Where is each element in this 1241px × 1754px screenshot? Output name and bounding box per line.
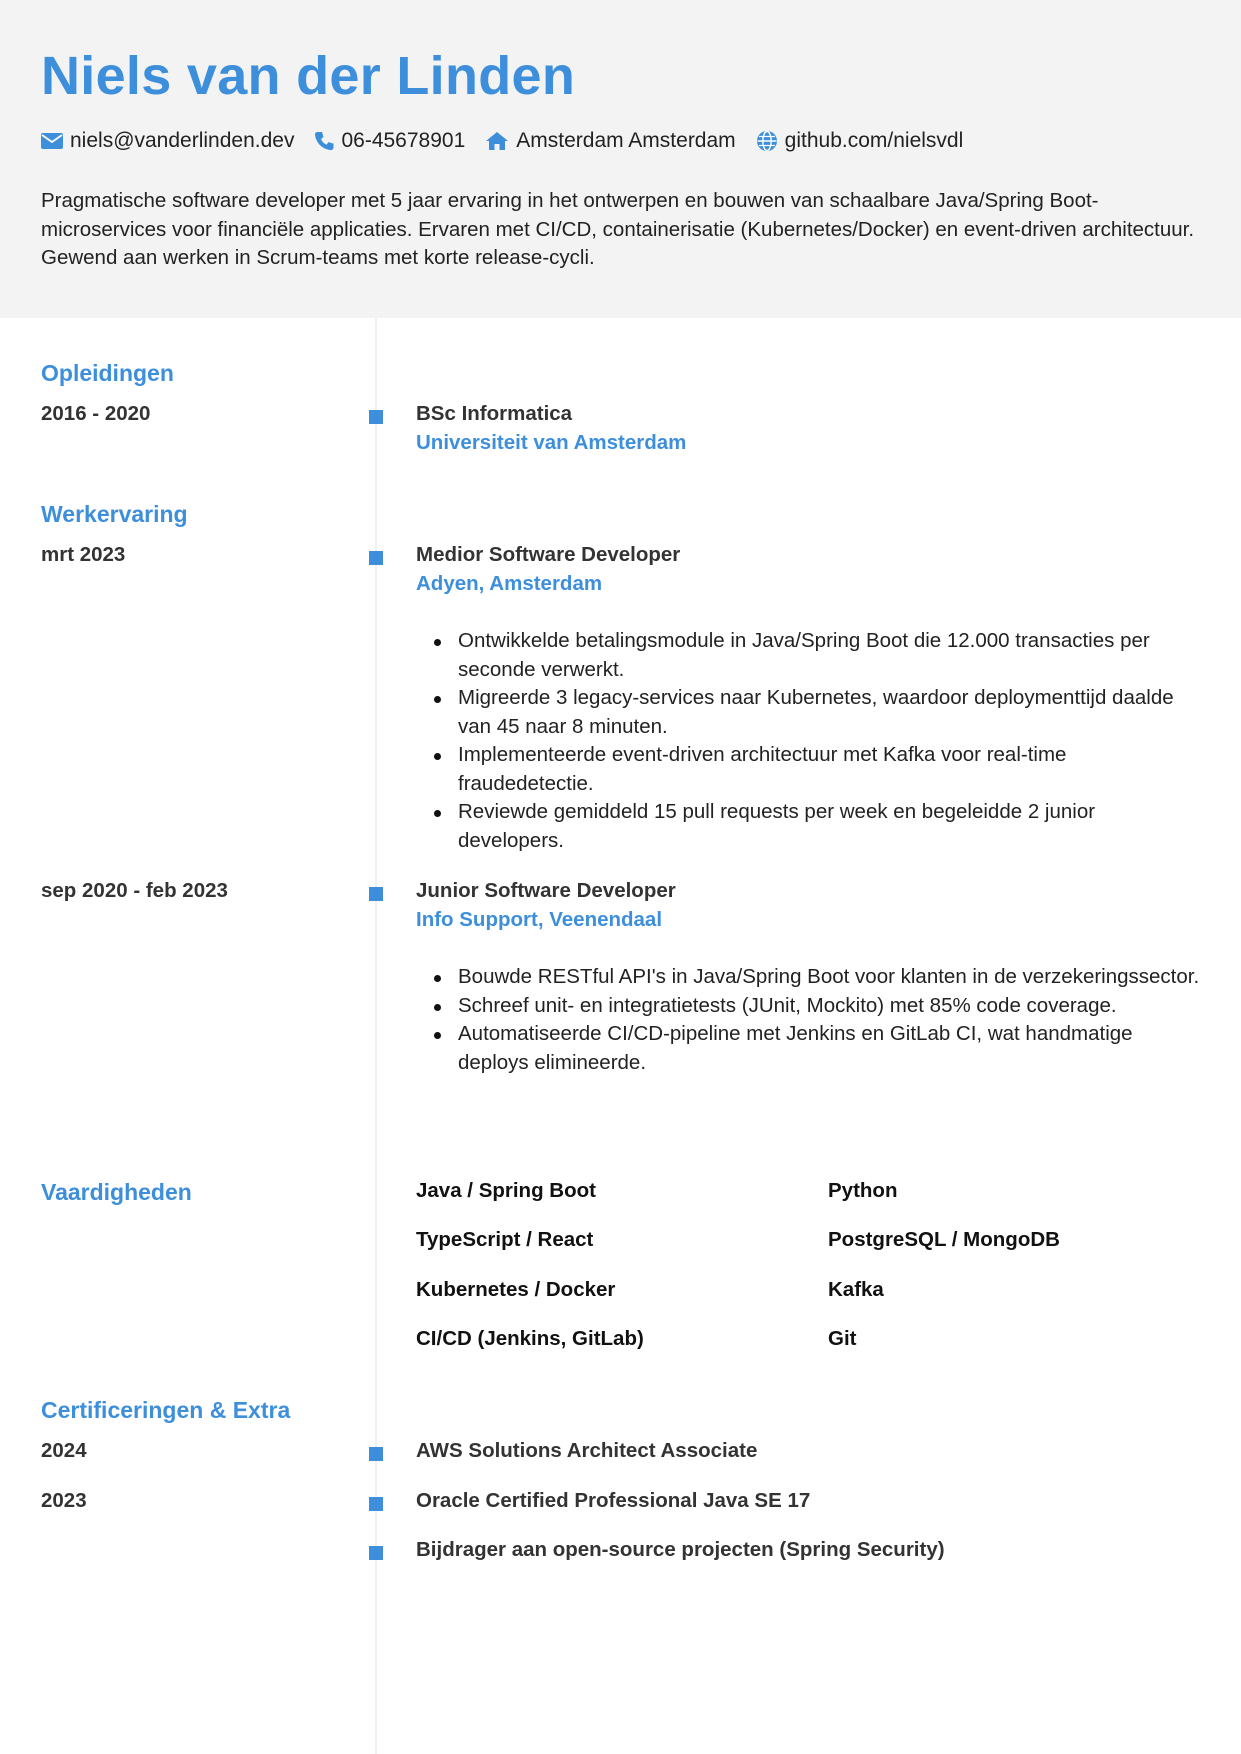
job-title: Junior Software Developer	[416, 879, 676, 902]
timeline-marker	[369, 1497, 383, 1511]
job-achievements-list	[416, 963, 1206, 1077]
section-title-certifications: Certificeringen & Extra	[41, 1397, 291, 1423]
skill-item: Kubernetes / Docker	[416, 1278, 616, 1301]
timeline-divider	[375, 318, 377, 1754]
phone-icon	[314, 131, 334, 151]
skill-item: Java / Spring Boot	[416, 1179, 596, 1202]
education-institution: Universiteit van Amsterdam	[416, 431, 687, 454]
list-item: Reviewde gemiddeld 15 pull requests per week en begeleidde 2 junior developers.	[416, 798, 1206, 855]
profile-summary: Pragmatische software developer met 5 jaar ervaring in het ontwerpen en bouwen van schaalbare Java/Spring Boot-microservices voor financiële applicaties. Ervaren met CI/CD, containerisatie (Kubernetes/Docker) en event-driven architectuur. Gewend aan werken in Scrum-teams met korte release-cycli.	[41, 189, 1195, 269]
list-item: Automatiseerde CI/CD-pipeline met Jenkins en GitLab CI, wat handmatige deploys elimineerde.	[416, 1020, 1206, 1077]
list-item: Schreef unit- en integratietests (JUnit, Mockito) met 85% code coverage.	[416, 992, 1206, 1021]
skill-item: Kafka	[828, 1278, 884, 1301]
contact-location	[485, 129, 735, 153]
header	[0, 0, 1241, 318]
timeline-marker	[369, 887, 383, 901]
website-text: github.com/nielsvdl	[784, 129, 964, 152]
candidate-name: Niels van der Linden	[41, 46, 576, 106]
location-text: Amsterdam Amsterdam	[516, 129, 736, 152]
certification-title: AWS Solutions Architect Associate	[416, 1439, 758, 1462]
section-title-skills: Vaardigheden	[41, 1179, 192, 1205]
phone-text: 06-45678901	[341, 129, 466, 152]
contact-bar	[41, 126, 983, 156]
extra-activity: Bijdrager aan open-source projecten (Spring Security)	[416, 1538, 945, 1561]
globe-icon	[756, 130, 778, 152]
contact-email[interactable]	[41, 129, 294, 153]
job-title: Medior Software Developer	[416, 543, 681, 566]
list-item: Ontwikkelde betalingsmodule in Java/Spring Boot die 12.000 transacties per seconde verwerkt.	[416, 627, 1206, 684]
certification-title: Oracle Certified Professional Java SE 17	[416, 1489, 811, 1512]
job-date: sep 2020 - feb 2023	[41, 879, 228, 902]
list-item: Migreerde 3 legacy-services naar Kubernetes, waardoor deploymenttijd daalde van 45 naar 8 minuten.	[416, 684, 1206, 741]
education-date: 2016 - 2020	[41, 402, 151, 425]
email-text: niels@vanderlinden.dev	[70, 129, 295, 152]
job-company: Info Support, Veenendaal	[416, 908, 663, 931]
skill-item: Python	[828, 1179, 898, 1202]
timeline-marker	[369, 1447, 383, 1461]
skill-item: CI/CD (Jenkins, GitLab)	[416, 1327, 644, 1350]
timeline-marker	[369, 410, 383, 424]
contact-phone[interactable]	[314, 129, 465, 153]
timeline-marker	[369, 1546, 383, 1560]
section-title-experience: Werkervaring	[41, 501, 188, 527]
certification-date: 2024	[41, 1439, 87, 1462]
home-icon	[485, 131, 509, 151]
skill-item: PostgreSQL / MongoDB	[828, 1228, 1060, 1251]
envelope-icon	[41, 133, 63, 149]
job-achievements-list	[416, 627, 1206, 855]
timeline-marker	[369, 551, 383, 565]
job-date: mrt 2023	[41, 543, 126, 566]
job-company: Adyen, Amsterdam	[416, 572, 603, 595]
skill-item: TypeScript / React	[416, 1228, 594, 1251]
skill-item: Git	[828, 1327, 857, 1350]
contact-website[interactable]	[756, 129, 964, 153]
list-item: Bouwde RESTful API's in Java/Spring Boot voor klanten in de verzekeringssector.	[416, 963, 1206, 992]
certification-date: 2023	[41, 1489, 87, 1512]
list-item: Implementeerde event-driven architectuur met Kafka voor real-time fraudedetectie.	[416, 741, 1206, 798]
section-title-education: Opleidingen	[41, 360, 174, 386]
education-degree: BSc Informatica	[416, 402, 573, 425]
